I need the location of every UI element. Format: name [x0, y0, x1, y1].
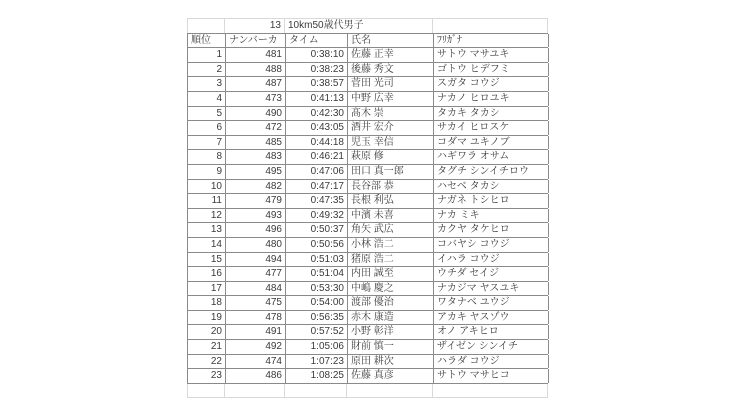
rank-cell[interactable]: 9 [188, 165, 226, 179]
time-cell[interactable]: 0:44:18 [286, 136, 348, 150]
number-cell[interactable]: 475 [226, 296, 286, 310]
furigana-cell[interactable]: スガタ コウジ [434, 77, 549, 91]
time-cell[interactable]: 0:41:13 [286, 92, 348, 106]
number-cell[interactable]: 485 [226, 136, 286, 150]
header-number[interactable]: ナンバーカ [226, 34, 286, 48]
name-cell[interactable]: 佐藤 正幸 [348, 48, 434, 62]
rank-cell[interactable]: 13 [188, 223, 226, 237]
table-row [188, 355, 548, 370]
furigana-cell[interactable]: サトウ マサヒコ [434, 369, 549, 383]
table-row [188, 165, 548, 180]
time-cell[interactable]: 1:05:06 [286, 340, 348, 354]
time-cell[interactable]: 0:54:00 [286, 296, 348, 310]
time-cell[interactable]: 0:50:37 [286, 223, 348, 237]
time-cell[interactable]: 0:46:21 [286, 150, 348, 164]
name-cell[interactable]: 財前 慎一 [348, 340, 434, 354]
table-row [188, 194, 548, 209]
number-cell[interactable]: 482 [226, 180, 286, 194]
name-cell[interactable]: 猪原 浩二 [348, 253, 434, 267]
number-cell[interactable]: 494 [226, 253, 286, 267]
table-row [188, 296, 548, 311]
table-row [188, 369, 548, 384]
header-furigana[interactable]: ﾌﾘｶﾞﾅ [434, 34, 549, 48]
category-number-cell[interactable]: 13 [225, 19, 285, 33]
number-cell[interactable]: 478 [226, 311, 286, 325]
name-cell[interactable]: 中濱 未喜 [348, 209, 434, 223]
time-cell[interactable]: 0:49:32 [286, 209, 348, 223]
rank-cell[interactable]: 22 [188, 355, 226, 369]
header-row [188, 34, 548, 49]
rank-cell[interactable]: 19 [188, 311, 226, 325]
name-cell[interactable]: 中嶋 慶之 [348, 282, 434, 296]
table-row [188, 150, 548, 165]
number-cell[interactable]: 496 [226, 223, 286, 237]
table-row [188, 340, 548, 355]
furigana-cell[interactable]: ハギワラ オサム [434, 150, 549, 164]
name-cell[interactable]: 中野 広幸 [348, 92, 434, 106]
table-row [188, 180, 548, 195]
furigana-cell[interactable]: ワタナベ ユウジ [434, 296, 549, 310]
time-cell[interactable]: 1:07:23 [286, 355, 348, 369]
furigana-cell[interactable]: ナガネ トシヒロ [434, 194, 549, 208]
number-cell[interactable]: 479 [226, 194, 286, 208]
number-cell[interactable]: 493 [226, 209, 286, 223]
table-row [188, 311, 548, 326]
furigana-cell[interactable]: ウチダ セイジ [434, 267, 549, 281]
furigana-cell[interactable]: ナカジマ ヤスユキ [434, 282, 549, 296]
table-row [188, 121, 548, 136]
number-cell[interactable]: 491 [226, 325, 286, 339]
furigana-cell[interactable]: ゴトウ ヒデフミ [434, 63, 549, 77]
number-cell[interactable]: 495 [226, 165, 286, 179]
furigana-cell[interactable]: コダマ ユキノブ [434, 136, 549, 150]
table-row [188, 107, 548, 122]
table-row [188, 92, 548, 107]
furigana-cell[interactable]: ハセベ タカシ [434, 180, 549, 194]
rank-cell[interactable]: 23 [188, 369, 226, 383]
number-cell[interactable]: 473 [226, 92, 286, 106]
table-row [188, 253, 548, 268]
table-row [188, 77, 548, 92]
table-row [188, 63, 548, 78]
category-title-cell[interactable]: 10km50歳代男子 [285, 19, 433, 33]
time-cell[interactable]: 0:43:05 [286, 121, 348, 135]
name-cell[interactable]: 原田 耕次 [348, 355, 434, 369]
rank-cell[interactable]: 17 [188, 282, 226, 296]
name-cell[interactable]: 角矢 武広 [348, 223, 434, 237]
empty-cell[interactable] [187, 384, 225, 398]
table-row [188, 282, 548, 297]
number-cell[interactable]: 477 [226, 267, 286, 281]
empty-cell[interactable] [433, 384, 548, 398]
rank-cell[interactable]: 14 [188, 238, 226, 252]
table-body [188, 48, 548, 384]
number-cell[interactable]: 483 [226, 150, 286, 164]
title-empty-cell[interactable] [433, 19, 548, 33]
time-cell[interactable]: 0:38:10 [286, 48, 348, 62]
rank-cell[interactable]: 1 [188, 48, 226, 62]
title-empty-cell[interactable] [187, 19, 225, 33]
table-row [188, 267, 548, 282]
number-cell[interactable]: 484 [226, 282, 286, 296]
time-cell[interactable]: 0:57:52 [286, 325, 348, 339]
number-cell[interactable]: 481 [226, 48, 286, 62]
name-cell[interactable]: 児玉 幸信 [348, 136, 434, 150]
rank-cell[interactable]: 7 [188, 136, 226, 150]
furigana-cell[interactable]: タグチ シンイチロウ [434, 165, 549, 179]
empty-cell[interactable] [225, 384, 285, 398]
empty-cell[interactable] [347, 384, 433, 398]
name-cell[interactable]: 田口 真一郎 [348, 165, 434, 179]
rank-cell[interactable]: 16 [188, 267, 226, 281]
number-cell[interactable]: 490 [226, 107, 286, 121]
rank-cell[interactable]: 12 [188, 209, 226, 223]
furigana-cell[interactable]: タカキ タカシ [434, 107, 549, 121]
time-cell[interactable]: 1:08:25 [286, 369, 348, 383]
time-cell[interactable]: 0:47:35 [286, 194, 348, 208]
furigana-cell[interactable]: オノ アキヒロ [434, 325, 549, 339]
rank-cell[interactable]: 5 [188, 107, 226, 121]
name-cell[interactable]: 長根 利弘 [348, 194, 434, 208]
name-cell[interactable]: 内田 誠至 [348, 267, 434, 281]
number-cell[interactable]: 472 [226, 121, 286, 135]
time-cell[interactable]: 0:53:30 [286, 282, 348, 296]
rank-cell[interactable]: 10 [188, 180, 226, 194]
number-cell[interactable]: 488 [226, 63, 286, 77]
name-cell[interactable]: 菅田 光司 [348, 77, 434, 91]
rank-cell[interactable]: 8 [188, 150, 226, 164]
furigana-cell[interactable]: イハラ コウジ [434, 253, 549, 267]
name-cell[interactable]: 酒井 宏介 [348, 121, 434, 135]
furigana-cell[interactable]: サカイ ヒロスケ [434, 121, 549, 135]
rank-cell[interactable]: 2 [188, 63, 226, 77]
time-cell[interactable]: 0:38:23 [286, 63, 348, 77]
furigana-cell[interactable]: ナカ ミキ [434, 209, 549, 223]
time-cell[interactable]: 0:50:56 [286, 238, 348, 252]
name-cell[interactable]: 小林 浩二 [348, 238, 434, 252]
name-cell[interactable]: 赤木 康造 [348, 311, 434, 325]
furigana-cell[interactable]: ザイゼン シンイチ [434, 340, 549, 354]
rank-cell[interactable]: 20 [188, 325, 226, 339]
furigana-cell[interactable]: ハラダ コウジ [434, 355, 549, 369]
empty-cell[interactable] [285, 384, 347, 398]
furigana-cell[interactable]: コバヤシ コウジ [434, 238, 549, 252]
name-cell[interactable]: 髙木 崇 [348, 107, 434, 121]
rank-cell[interactable]: 11 [188, 194, 226, 208]
time-cell[interactable]: 0:51:04 [286, 267, 348, 281]
time-cell[interactable]: 0:47:06 [286, 165, 348, 179]
table-row [188, 136, 548, 151]
name-cell[interactable]: 小野 彰洋 [348, 325, 434, 339]
title-row [187, 18, 548, 33]
furigana-cell[interactable]: アカキ ヤスゾウ [434, 311, 549, 325]
table-row [188, 325, 548, 340]
table-row [188, 48, 548, 63]
number-cell[interactable]: 480 [226, 238, 286, 252]
table-row [188, 238, 548, 253]
time-cell[interactable]: 0:56:35 [286, 311, 348, 325]
number-cell[interactable]: 492 [226, 340, 286, 354]
rank-cell[interactable]: 4 [188, 92, 226, 106]
number-cell[interactable]: 474 [226, 355, 286, 369]
number-cell[interactable]: 486 [226, 369, 286, 383]
time-cell[interactable]: 0:38:57 [286, 77, 348, 91]
time-cell[interactable]: 0:47:17 [286, 180, 348, 194]
furigana-cell[interactable]: カクヤ タケヒロ [434, 223, 549, 237]
results-table [187, 18, 548, 398]
rank-cell[interactable]: 18 [188, 296, 226, 310]
name-cell[interactable]: 萩原 修 [348, 150, 434, 164]
number-cell[interactable]: 487 [226, 77, 286, 91]
name-cell[interactable]: 長谷部 恭 [348, 180, 434, 194]
table-row [188, 209, 548, 224]
name-cell[interactable]: 渡部 優治 [348, 296, 434, 310]
furigana-cell[interactable]: サトウ マサユキ [434, 48, 549, 62]
time-cell[interactable]: 0:51:03 [286, 253, 348, 267]
name-cell[interactable]: 佐藤 真彦 [348, 369, 434, 383]
furigana-cell[interactable]: ナカノ ヒロユキ [434, 92, 549, 106]
empty-row [187, 384, 548, 399]
table-grid [187, 33, 548, 384]
time-cell[interactable]: 0:42:30 [286, 107, 348, 121]
header-name[interactable]: 氏名 [348, 34, 434, 48]
header-time[interactable]: タイム [286, 34, 348, 48]
header-rank[interactable]: 順位 [188, 34, 226, 48]
rank-cell[interactable]: 15 [188, 253, 226, 267]
name-cell[interactable]: 後藤 秀文 [348, 63, 434, 77]
rank-cell[interactable]: 3 [188, 77, 226, 91]
rank-cell[interactable]: 6 [188, 121, 226, 135]
table-row [188, 223, 548, 238]
rank-cell[interactable]: 21 [188, 340, 226, 354]
